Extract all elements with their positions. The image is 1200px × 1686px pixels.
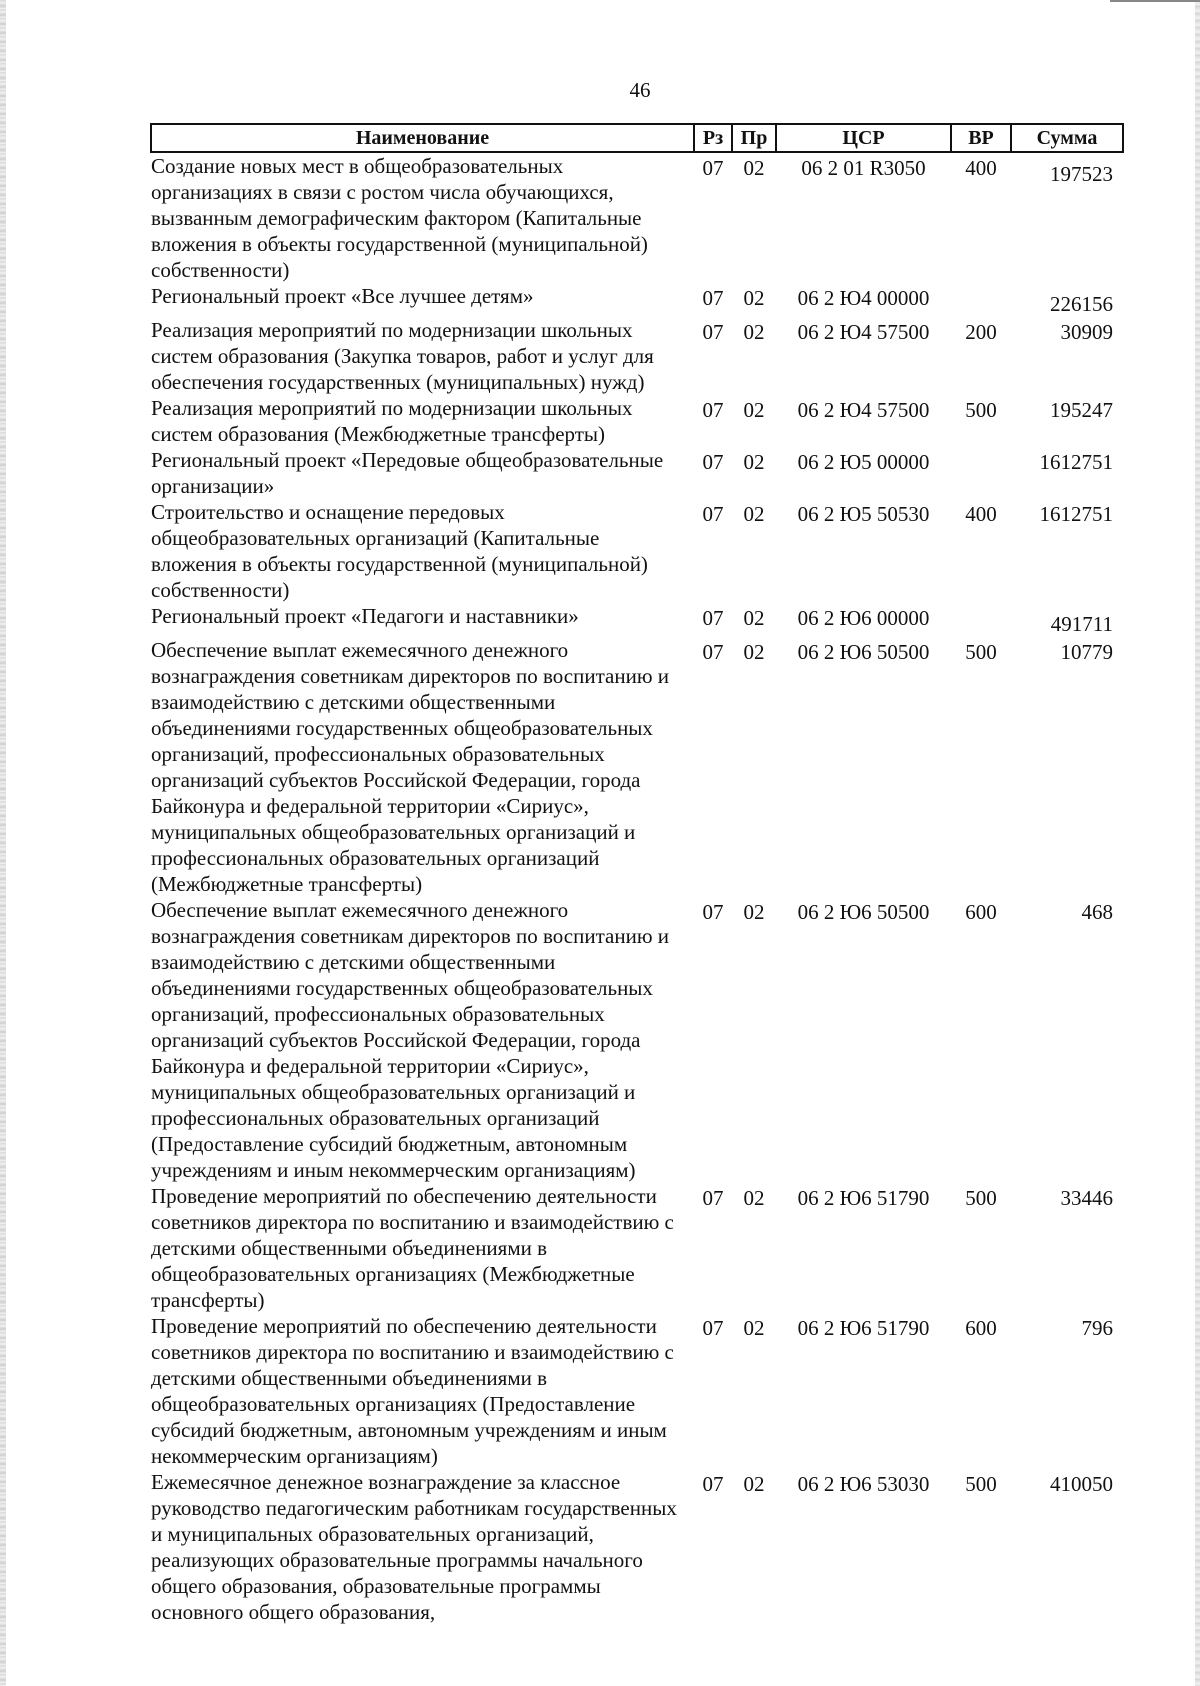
row-sum: 195247 — [1050, 398, 1113, 422]
header-name: Наименование — [151, 124, 694, 152]
row-sum: 33446 — [1060, 1186, 1113, 1210]
scan-edge-left — [0, 0, 6, 1686]
row-sum: 468 — [1081, 900, 1113, 924]
row-name: Реализация мероприятий по модернизации школьных систем образования (Закупка товаров, работ и услуг для обеспечения государственных (муниципальных) нужд) — [151, 318, 654, 394]
row-pr: 02 — [743, 320, 765, 344]
row-sum: 10779 — [1060, 640, 1113, 664]
row-name: Проведение мероприятий по обеспечению деятельности советников директора по воспитанию и взаимодействию с детскими общественными объединениями в общеобразовательных организациях (Межбюджетные трансферты) — [151, 1184, 674, 1312]
table-row — [151, 283, 1123, 317]
row-sum: 796 — [1081, 1316, 1113, 1340]
row-pr: 02 — [743, 1472, 765, 1496]
row-vr: 400 — [965, 502, 997, 526]
header-csr: ЦСР — [776, 124, 951, 152]
row-csr: 06 2 Ю4 00000 — [797, 286, 930, 310]
table-row — [151, 897, 1123, 1183]
row-rz: 07 — [702, 1472, 724, 1496]
table-body — [151, 152, 1123, 1625]
row-sum: 30909 — [1060, 320, 1113, 344]
row-vr: 200 — [965, 320, 997, 344]
row-vr: 500 — [965, 398, 997, 422]
row-pr: 02 — [743, 502, 765, 526]
row-csr: 06 2 Ю5 50530 — [797, 502, 930, 526]
row-sum: 1612751 — [1039, 450, 1113, 474]
row-name: Обеспечение выплат ежемесячного денежного вознаграждения советникам директоров по воспитанию и взаимодействию с детскими общественными объединениями государственных общеобразовательных организаций, профессиональных образовательных организаций субъектов Российской Федерации, города Байконура и федеральной территории «Сириус», муниципальных общеобразовательных организаций и профессиональных образовательных организаций (Межбюджетные трансферты) — [151, 638, 670, 896]
row-rz: 07 — [702, 398, 724, 422]
row-pr: 02 — [743, 156, 765, 180]
row-sum: 491711 — [1050, 612, 1113, 636]
row-name: Региональный проект «Передовые общеобразовательные организации» — [151, 448, 664, 498]
row-vr — [951, 447, 1011, 499]
row-rz: 07 — [702, 156, 724, 180]
table-row — [151, 637, 1123, 897]
row-name: Обеспечение выплат ежемесячного денежного вознаграждения советникам директоров по воспитанию и взаимодействию с детскими общественными объединениями государственных общеобразовательных организаций, профессиональных образовательных организаций субъектов Российской Федерации, города Байконура и федеральной территории «Сириус», муниципальных общеобразовательных организаций и профессиональных образовательных организаций (Предоставление субсидий бюджетным, автономным учреждениям и иным некоммерческим организациям) — [151, 898, 670, 1182]
row-rz: 07 — [702, 502, 724, 526]
row-pr: 02 — [743, 286, 765, 310]
row-pr: 02 — [743, 900, 765, 924]
row-vr: 500 — [965, 1472, 997, 1496]
row-pr: 02 — [743, 1316, 765, 1340]
header-rz: Рз — [694, 124, 732, 152]
row-csr: 06 2 Ю6 50500 — [797, 640, 930, 664]
scan-edge-right — [1195, 0, 1200, 1686]
row-pr: 02 — [743, 640, 765, 664]
row-rz: 07 — [702, 640, 724, 664]
row-vr: 500 — [965, 1186, 997, 1210]
header-row — [151, 124, 1123, 152]
row-name: Проведение мероприятий по обеспечению деятельности советников директора по воспитанию и взаимодействию с детскими общественными объединениями в общеобразовательных организациях (Предоставление субсидий бюджетным, автономным учреждениям и иным некоммерческим организациям) — [151, 1314, 674, 1468]
table-row — [151, 1183, 1123, 1313]
table-row — [151, 395, 1123, 447]
header-vr: ВР — [951, 124, 1011, 152]
scan-top-line — [1110, 0, 1200, 2]
table-row — [151, 1313, 1123, 1469]
row-vr: 600 — [965, 1316, 997, 1340]
table-row — [151, 317, 1123, 395]
row-name: Реализация мероприятий по модернизации школьных систем образования (Межбюджетные трансферты) — [151, 396, 633, 446]
row-csr: 06 2 Ю6 53030 — [797, 1472, 930, 1496]
row-sum: 1612751 — [1039, 502, 1113, 526]
row-rz: 07 — [702, 286, 724, 310]
row-rz: 07 — [702, 606, 724, 630]
row-sum: 410050 — [1050, 1472, 1113, 1496]
row-vr — [951, 603, 1011, 637]
row-csr: 06 2 Ю6 50500 — [797, 900, 930, 924]
row-vr — [951, 283, 1011, 317]
row-rz: 07 — [702, 900, 724, 924]
table-row — [151, 447, 1123, 499]
row-sum: 226156 — [1050, 292, 1113, 316]
row-csr: 06 2 Ю4 57500 — [797, 320, 930, 344]
row-csr: 06 2 Ю6 00000 — [797, 606, 930, 630]
row-name: Региональный проект «Все лучшее детям» — [151, 284, 534, 308]
row-rz: 07 — [702, 320, 724, 344]
row-sum: 197523 — [1050, 162, 1113, 186]
row-vr: 600 — [965, 900, 997, 924]
row-vr: 500 — [965, 640, 997, 664]
row-rz: 07 — [702, 450, 724, 474]
row-vr: 400 — [965, 156, 997, 180]
budget-table — [150, 123, 1124, 1625]
table-row — [151, 1469, 1123, 1625]
row-name: Строительство и оснащение передовых общеобразовательных организаций (Капитальные вложения в объекты государственной (муниципальной) собственности) — [151, 500, 648, 602]
row-csr: 06 2 01 R3050 — [801, 156, 926, 180]
row-pr: 02 — [743, 606, 765, 630]
row-name: Создание новых мест в общеобразовательных организациях в связи с ростом числа обучающихся, вызванным демографическим фактором (Капитальные вложения в объекты государственной (муниципальной) собственности) — [151, 154, 648, 282]
table-row — [151, 603, 1123, 637]
header-pr: Пр — [732, 124, 776, 152]
row-csr: 06 2 Ю6 51790 — [797, 1186, 930, 1210]
row-pr: 02 — [743, 1186, 765, 1210]
page-number: 46 — [629, 78, 651, 102]
row-csr: 06 2 Ю5 00000 — [797, 450, 930, 474]
row-csr: 06 2 Ю4 57500 — [797, 398, 930, 422]
row-name: Региональный проект «Педагоги и наставники» — [151, 604, 579, 628]
row-name: Ежемесячное денежное вознаграждение за классное руководство педагогическим работникам государственных и муниципальных образовательных организаций, реализующих образовательные программы начального общего образования, образовательные программы основного общего образования, — [151, 1470, 677, 1624]
row-pr: 02 — [743, 450, 765, 474]
row-rz: 07 — [702, 1186, 724, 1210]
table-header — [151, 124, 1123, 152]
table-row — [151, 499, 1123, 603]
row-pr: 02 — [743, 398, 765, 422]
table-row — [151, 152, 1123, 283]
row-csr: 06 2 Ю6 51790 — [797, 1316, 930, 1340]
row-rz: 07 — [702, 1316, 724, 1340]
header-sum: Сумма — [1011, 124, 1123, 152]
